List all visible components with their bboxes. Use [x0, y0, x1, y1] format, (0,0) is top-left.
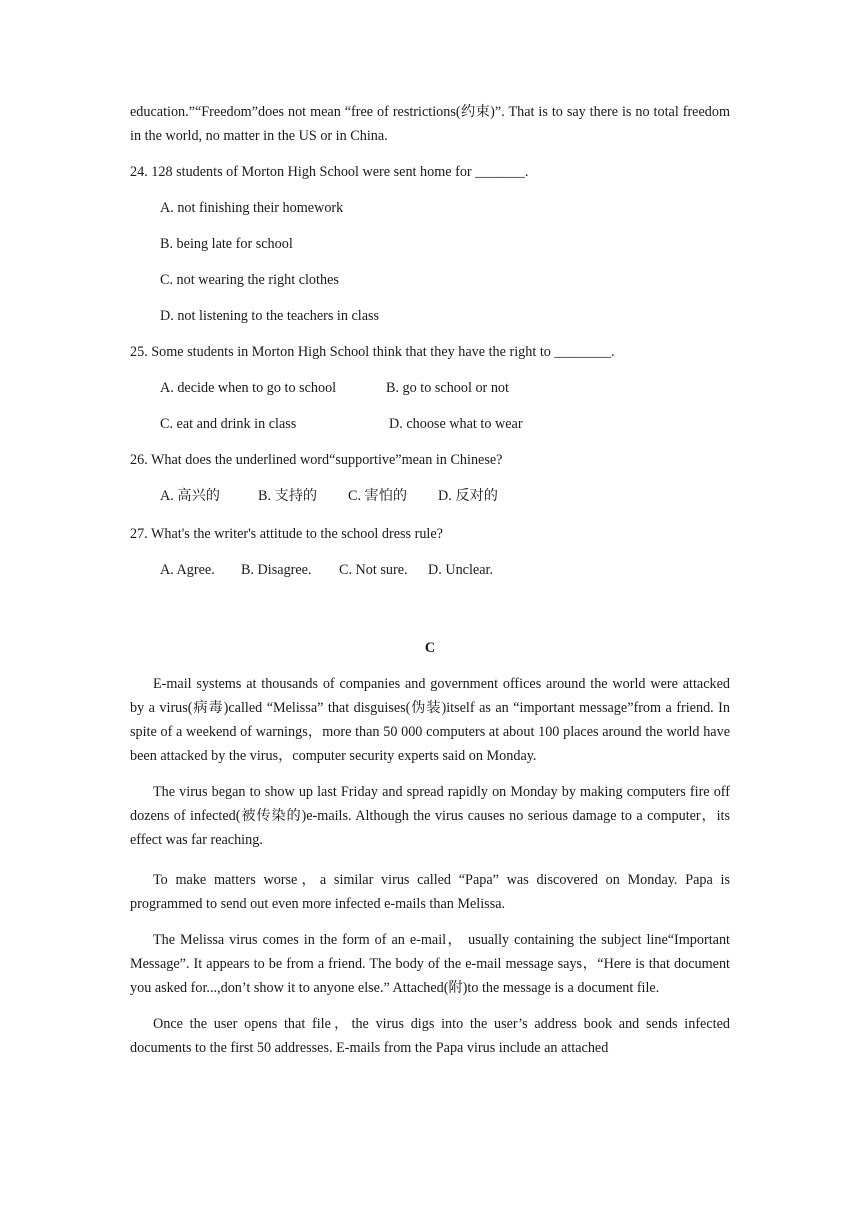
question-25-option-a: A. decide when to go to school [160, 380, 337, 396]
question-27-option-a: A. Agree. [160, 562, 215, 578]
section-c-paragraph-5: Once the user opens that file，the virus digs into the user’s address book and sends infected documents to the first 50 addresses. E-mails from the Papa virus include an attached [130, 1016, 730, 1056]
question-27-option-d: D. Unclear. [428, 562, 493, 578]
section-c-paragraph-2: The virus began to show up last Friday and spread rapidly on Monday by making computers fire off dozens of infected(被传染的)e-mails. Although the virus causes no serious damage to a computer，its effect was far reaching. [130, 784, 730, 848]
question-25-stem: 25. Some students in Morton High School think that they have the right to ________. [130, 344, 615, 360]
section-c-paragraph-3: To make matters worse，a similar virus called “Papa” was discovered on Monday. Papa is programmed to send out even more infected e-mails than Melissa. [130, 872, 730, 912]
question-26-option-d: D. 反对的 [438, 488, 498, 504]
question-24-option-c: C. not wearing the right clothes [160, 272, 339, 288]
document-page [130, 100, 730, 1072]
section-c-paragraph-4: The Melissa virus comes in the form of an e-mail， usually containing the subject line“Important Message”. It appears to be from a friend. The body of the e-mail message says，“Here is that document you asked for...,don’t show it to anyone else.” Attached(附)to the message is a document file. [130, 932, 730, 996]
question-25-option-c: C. eat and drink in class [160, 416, 297, 432]
question-26-option-b: B. 支持的 [258, 488, 318, 504]
question-24-option-d: D. not listening to the teachers in class [160, 308, 380, 324]
question-26-option-c: C. 害怕的 [348, 488, 408, 504]
question-26-stem: 26. What does the underlined word“supportive”mean in Chinese? [130, 452, 503, 468]
question-25-option-b: B. go to school or not [386, 380, 509, 396]
question-26-option-a: A. 高兴的 [160, 488, 220, 504]
question-27-option-c: C. Not sure. [339, 562, 408, 578]
passage-b-tail: education.”“Freedom”does not mean “free of restrictions(约束)”. That is to say there is no total freedom in the world, no matter in the US or in China. [130, 104, 730, 144]
question-24-stem: 24. 128 students of Morton High School were sent home for _______. [130, 164, 529, 180]
question-25-options-row-2 [160, 412, 730, 436]
question-27-stem: 27. What's the writer's attitude to the school dress rule? [130, 526, 443, 542]
question-26-options-row [160, 484, 730, 508]
question-27-options-row [160, 558, 730, 582]
question-25-options-row-1 [160, 376, 730, 400]
question-27-option-b: B. Disagree. [241, 562, 312, 578]
section-c-heading: C [424, 640, 436, 656]
question-24-option-b: B. being late for school [160, 236, 293, 252]
section-c-paragraph-1: E-mail systems at thousands of companies and government offices around the world were attacked by a virus(病毒)called “Melissa” that disguises(伪装)itself as an “important message”from a friend. In spite of a weekend of warnings，more than 50 000 computers at about 100 places around the world have been attacked by the virus，computer security experts said on Monday. [130, 676, 730, 764]
question-25-option-d: D. choose what to wear [389, 416, 523, 432]
question-24-option-a: A. not finishing their homework [160, 200, 344, 216]
